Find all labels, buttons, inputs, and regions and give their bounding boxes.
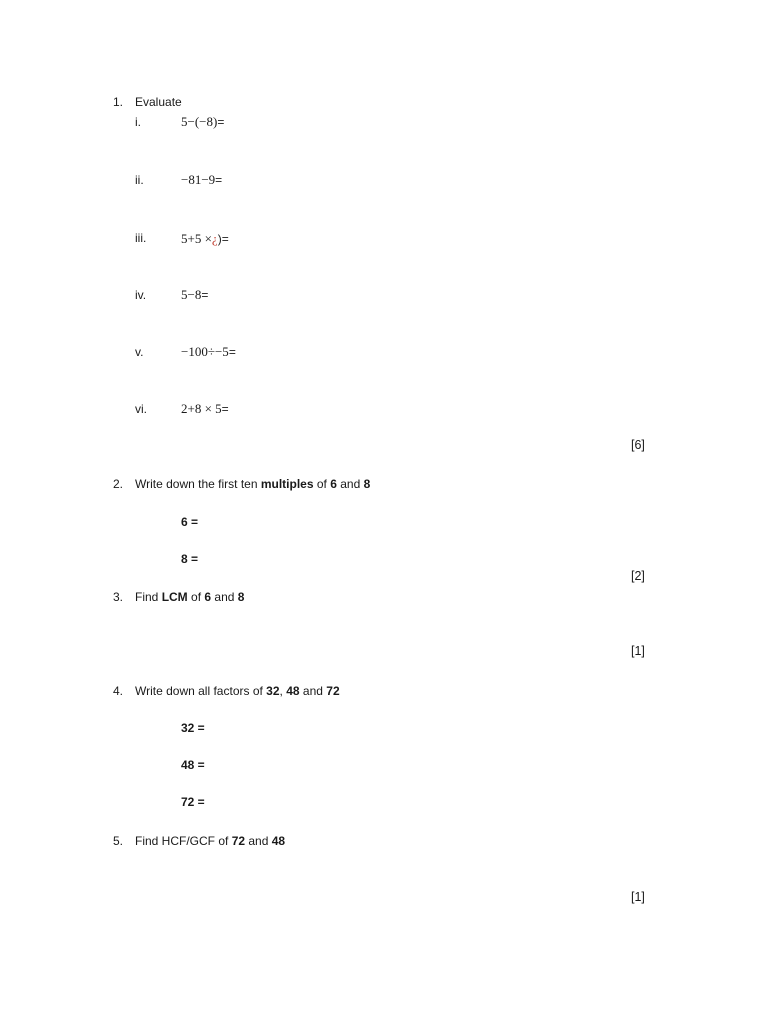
question-5-number: 5.	[113, 834, 124, 848]
question-4-number: 4.	[113, 684, 124, 698]
q2-answer-8: 8 =	[181, 552, 199, 566]
q2-answer-6: 6 =	[181, 515, 199, 529]
q1-item-expression-iv: 5−8=	[181, 287, 209, 302]
q4-answer-32: 32 =	[181, 721, 205, 735]
q1-item-label-ii: ii.	[135, 173, 144, 187]
q1-item-expression-iii: 5+5 ×¿)=	[181, 231, 229, 246]
q1-item-label-vi: vi.	[135, 402, 147, 416]
question-1-number: 1.	[113, 95, 124, 109]
question-3-text: Find LCM of 6 and 8	[135, 590, 245, 604]
q1-item-expression-i: 5−(−8)=	[181, 114, 225, 129]
question-3-number: 3.	[113, 590, 124, 604]
q1-item-expression-v: −100÷−5=	[181, 344, 236, 359]
question-1-instruction: Evaluate	[135, 95, 182, 109]
question-5-marks: [1]	[631, 890, 645, 904]
q1-item-label-iii: iii.	[135, 231, 147, 245]
q1-item-label-i: i.	[135, 115, 141, 129]
question-1-marks: [6]	[631, 438, 645, 452]
question-4-text: Write down all factors of 32, 48 and 72	[135, 684, 340, 698]
q1-item-label-v: v.	[135, 345, 144, 359]
q1-item-expression-ii: −81−9=	[181, 172, 223, 187]
q4-answer-48: 48 =	[181, 758, 205, 772]
q1-item-expression-vi: 2+8 × 5=	[181, 401, 229, 416]
q1-item-label-iv: iv.	[135, 288, 147, 302]
question-2-number: 2.	[113, 477, 124, 491]
question-3-marks: [1]	[631, 644, 645, 658]
q4-answer-72: 72 =	[181, 795, 205, 809]
question-5-text: Find HCF/GCF of 72 and 48	[135, 834, 286, 848]
question-2-text: Write down the first ten multiples of 6 and 8	[135, 477, 371, 491]
question-2-marks: [2]	[631, 569, 645, 583]
